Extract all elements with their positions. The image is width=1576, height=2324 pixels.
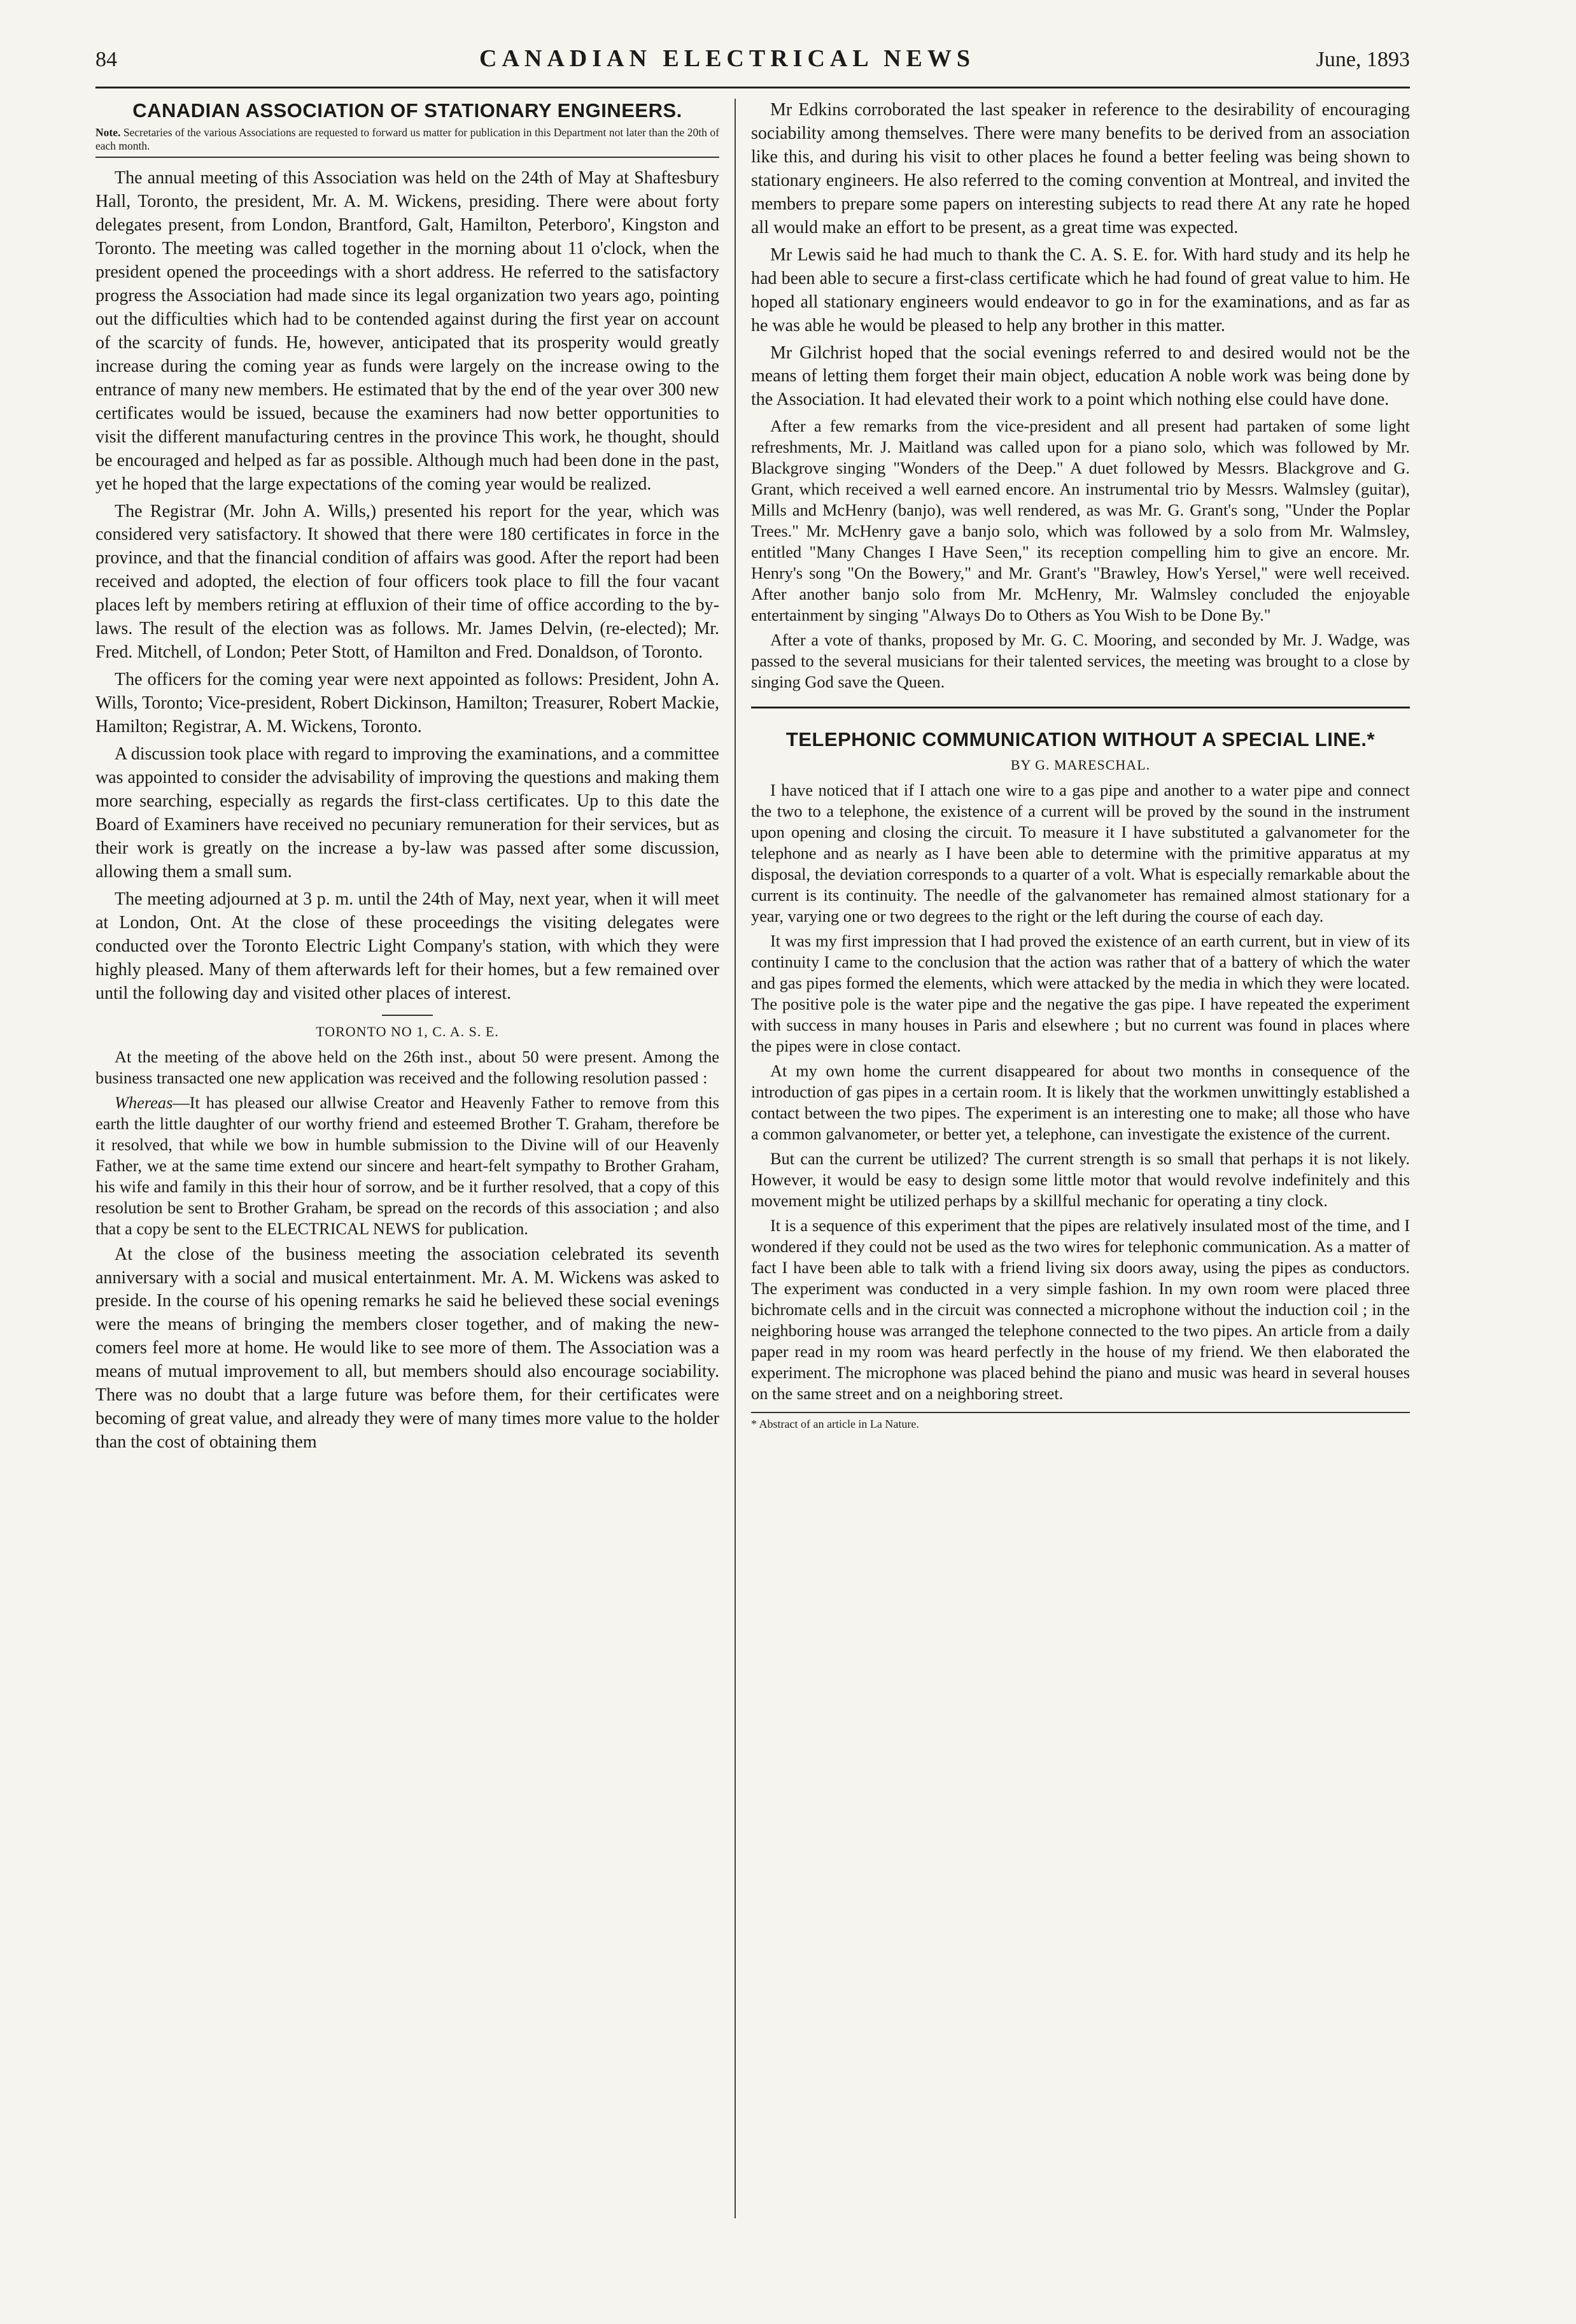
article1-paragraph: The meeting adjourned at 3 p. m. until the 24th of May, next year, when it will meet at London, Ont. At the close of these proceedings the visiting delegates were conducted over the Toronto Electric Light Company's station, with which they were highly pleased. Many of them afterwards left for their homes, but a few remained over until the following day and visited other places of interest. [95, 889, 719, 1003]
column-divider [735, 99, 736, 2218]
note-text: Secretaries of the various Associations are requested to forward us matter for publication in this Department not later than the 20th of each month. [95, 126, 719, 153]
newspaper-page [95, 45, 1410, 2272]
left-column [95, 99, 719, 2250]
note-label: Note. [95, 126, 121, 139]
footnote-rule [751, 1412, 1410, 1413]
article2-paragraph: I have noticed that if I attach one wire to a gas pipe and another to a water pipe and connect the two to a telephone, the existence of a current will be proved by the sound in the instrument upon opening and closing the circuit. To measure it I have substituted a galvanometer for the telephone and as nearly as I have been able to determine with the primitive apparatus at my disposal, the deviation corresponds to a quarter of a volt. What is especially remarkable about the current is its continuity. The needle of the galvanometer has remained almost stationary for a year, varying one or two degrees to the right or the left during the course of each day. [751, 780, 1410, 926]
entertainment-paragraph: After a vote of thanks, proposed by Mr. G. C. Mooring, and seconded by Mr. J. Wadge, was passed to the several musicians for their talented services, the meeting was brought to a close by singing God save the Queen. [751, 630, 1410, 692]
article1-paragraph: The annual meeting of this Association was held on the 24th of May at Shaftesbury Hall, Toronto, the president, Mr. A. M. Wickens, presiding. There were about forty delegates present, from London, Brantford, Galt, Hamilton, Peterboro', Kingston and Toronto. The meeting was called together in the morning about 11 o'clock, when the president opened the proceedings with a short address. He referred to the satisfactory progress the Association had made since its legal organization two years ago, pointing out the difficulties which had to be contended against during the first year on account of the scarcity of funds. He, however, anticipated that its prosperity would greatly increase during the coming year as funds were largely on the increase owing to the entrance of many new members. He estimated that by the end of the year over 300 new certificates would be issued, because the examiners had now better opportunities to visit the different manufacturing centres in the province This work, he thought, should be encouraged and helped as far as possible. Although much had been done in the past, yet he hoped that the large expectations of the coming year would be realized. [95, 168, 719, 494]
page-number: 84 [95, 48, 117, 71]
anniversary-paragraph: At the close of the business meeting the association celebrated its seventh anniversary with a social and musical entertainment. Mr. A. M. Wickens was asked to preside. In the course of his opening remarks he said he believed these social evenings were the means of bringing the members closer together, and of making the new-comers feel more at home. He would like to see more of them. The Association was a means of mutual improvement to all, but members should also encourage sociability. There was no doubt that a large future was before them, for their certificates were becoming of great value, and already they were of many times more value to the holder than the cost of obtaining them [95, 1244, 719, 1453]
publication-title: CANADIAN ELECTRICAL NEWS [479, 45, 975, 72]
article2-paragraph: It is a sequence of this experiment that the pipes are relatively insulated most of the time, and I wondered if they could not be used as the two wires for telephonic communication. As a matter of fact I have been able to talk with a friend living six doors away, using the pipes as conductors. The experiment was conducted in a very simple fashion. In my own room were placed three bichromate cells and in the circuit was connected a microphone without the induction coil ; in the neighboring house was arranged the telephone connected to the two pipes. An article from a daily paper read in my room was heard perfectly in the house of my friend. We then elaborated the experiment. The microphone was placed behind the piano and music was heard in several houses on the same street and on a neighboring street. [751, 1215, 1410, 1403]
editorial-note [95, 126, 719, 158]
article1-paragraph: The officers for the coming year were next appointed as follows: President, John A. Wills, Toronto; Vice-president, Robert Dickinson, Hamilton; Treasurer, Robert Mackie, Hamilton; Registrar, A. M. Wickens, Toronto. [95, 670, 719, 737]
right-column [751, 99, 1410, 2250]
article2-paragraph: But can the current be utilized? The current strength is so small that perhaps it is not likely. However, it would be easy to design some little motor that would revolve indefinitely and this movement might be utilized perhaps by a skillful mechanic for operating a tiny clock. [751, 1148, 1410, 1210]
whereas-label: Whereas [115, 1092, 173, 1112]
toronto-intro: At the meeting of the above held on the 26th inst., about 50 were present. Among the business transacted one new application was received and the following resolution passed : [95, 1046, 719, 1087]
page-header [95, 45, 1410, 88]
article1-paragraph: The Registrar (Mr. John A. Wills,) presented his report for the year, which was considered very satisfactory. It showed that there were 180 certificates in force in the province, and that the financial condition of affairs was good. After the report had been received and adopted, the election of four officers took place to fill the four vacant places left by members retiring at effluxion of their time of office according to the by-laws. The result of the election was as follows. Mr. James Delvin, (re-elected); Mr. Fred. Mitchell, of London; Peter Stott, of Hamilton and Fred. Donaldson, of Toronto. [95, 501, 719, 663]
columns [95, 99, 1410, 2250]
section-divider [382, 1015, 433, 1016]
article2-paragraph: It was my first impression that I had proved the existence of an earth current, but in view of its continuity I came to the conclusion that the action was rather that of a battery of which the water and gas pipes formed the elements, which were attacked by the media in which they were located. The positive pole is the water pipe and the negative the gas pipe. I have repeated the experiment with success in many houses in Paris and elsewhere ; but no current was found in places where the pipes were in close contact. [751, 931, 1410, 1055]
entertainment-paragraph: After a few remarks from the vice-president and all present had partaken of some light refreshments, Mr. J. Maitland was called upon for a piano solo, which was followed by Mr. Blackgrove singing "Wonders of the Deep." A duet followed by Messrs. Blackgrove and G. Grant, which received a well earned encore. An instrumental trio by Messrs. Walmsley (guitar), Mills and McHenry (banjo), was well rendered, as was Mr. G. Grant's song, "Under the Poplar Trees." Mr. McHenry gave a banjo solo, which was followed by a solo from Mr. Walmsley, entitled "Many Changes I Have Seen," its reception compelling him to give an encore. Mr. Henry's song "On the Bowery," and Mr. Grant's "Brawley, How's Yersel," were well received. After another banjo solo from Mr. McHenry, Mr. Walmsley concluded the enjoyable entertainment by singing "Always Do to Others as You Wish to be Done By." [751, 416, 1410, 625]
meeting-paragraph: Mr Edkins corroborated the last speaker in reference to the desirability of encouraging sociability among themselves. There were many benefits to be derived from an association like this, and during his visit to other places he found a better feeling was being shown to stationary engineers. He also referred to the coming convention at Montreal, and invited the members to prepare some papers on interesting subjects to read there At any rate he hoped all would make an effort to be present, as a great time was expected. [751, 100, 1410, 237]
footnote: * Abstract of an article in La Nature. [751, 1417, 919, 1430]
meeting-paragraph: Mr Gilchrist hoped that the social evenings referred to and desired would not be the means of letting them forget their main object, education A noble work was being done by the Association. It had elevated their work to a point which nothing else could have done. [751, 342, 1410, 410]
issue-date: June, 1893 [1316, 48, 1410, 71]
whereas-resolution [95, 1092, 719, 1239]
meeting-paragraph: Mr Lewis said he had much to thank the C. A. S. E. for. With hard study and its help he had been able to secure a first-class certificate which he had found of great value to him. He hoped all stationary engineers would endeavor to go in for the examinations, and as far as he was able he would be pleased to help any brother in this matter. [751, 244, 1410, 335]
article2-paragraph: At my own home the current disappeared for about two months in consequence of the introduction of gas pipes in a certain room. It is likely that the workmen unwittingly established a contact between the two pipes. The experiment is an interesting one to make; all those who have a common galvanometer, or better yet, a telephone, can investigate the existence of the current. [751, 1060, 1410, 1143]
article-divider [751, 707, 1410, 708]
article1-paragraph: A discussion took place with regard to improving the examinations, and a committee was appointed to consider the advisability of improving the questions and making them more searching, especially as regards the first-class certificates. Up to this date the Board of Examiners have received no pecuniary remuneration for their services, but as their work is greatly on the increase a by-law was passed after some discussion, allowing them a small sum. [95, 744, 719, 882]
article2-byline: BY G. MARESCHAL. [1010, 756, 1151, 773]
whereas-text: —It has pleased our allwise Creator and Heavenly Father to remove from this earth the little daughter of our worthy friend and esteemed Brother T. Graham, therefore be it resolved, that while we bow in humble submission to the Divine will of our Heavenly Father, we at the same time extend our sincere and heart-felt sympathy to Brother Graham, his wife and family in this their hour of sorrow, and be it further resolved, that a copy of this resolution be sent to Brother Graham, be spread on the records of this association ; and also that a copy be sent to the ELECTRICAL NEWS for publication. [95, 1092, 719, 1238]
toronto-subhead: TORONTO NO 1, C. A. S. E. [316, 1023, 499, 1039]
article-title-stationary-engineers: CANADIAN ASSOCIATION OF STATIONARY ENGINEERS. [132, 99, 682, 122]
article-title-telephonic: TELEPHONIC COMMUNICATION WITHOUT A SPECIAL LINE.* [785, 728, 1375, 751]
